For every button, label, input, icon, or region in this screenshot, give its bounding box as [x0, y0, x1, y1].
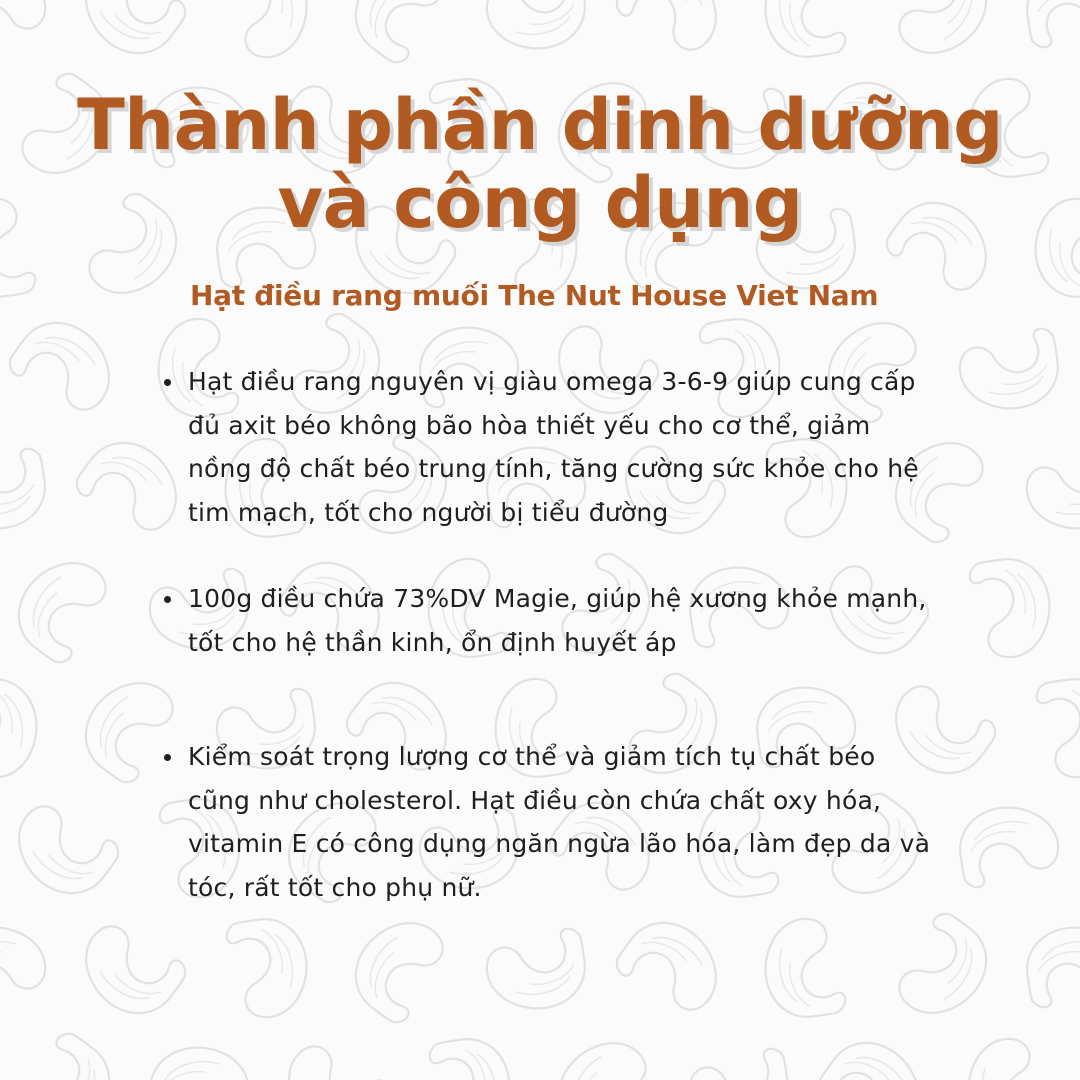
- bullet-dot-icon: [164, 379, 171, 386]
- product-subtitle: Hạt điều rang muối The Nut House Viet Nam: [190, 279, 879, 312]
- list-item: [160, 577, 940, 664]
- list-item-text: Hạt điều rang nguyên vị giàu omega 3-6-9 giúp cung cấp đủ axit béo không bão hòa thiết yếu cho cơ thể, giảm nồng độ chất béo trung tính, tăng cường sức khỏe cho hệ tim mạch, tốt cho người bị tiểu đường: [188, 367, 919, 527]
- title-line-2: và công dụng: [277, 162, 803, 244]
- list-item: [160, 735, 940, 909]
- bullet-dot-icon: [164, 596, 171, 603]
- bullet-dot-icon: [164, 754, 171, 761]
- list-item-text: Kiểm soát trọng lượng cơ thể và giảm tích tụ chất béo cũng như cholesterol. Hạt điều còn chứa chất oxy hóa, vitamin E có công dụng ngăn ngừa lão hóa, làm đẹp da và tóc, rất tốt cho phụ nữ.: [188, 742, 931, 902]
- benefits-list: [160, 360, 940, 909]
- list-item: [160, 360, 940, 534]
- page-title: [40, 86, 1040, 242]
- list-item-text: 100g điều chứa 73%DV Magie, giúp hệ xương khỏe mạnh, tốt cho hệ thần kinh, ổn định huyết áp: [188, 584, 927, 657]
- title-line-1: Thành phần dinh dưỡng: [77, 84, 1003, 166]
